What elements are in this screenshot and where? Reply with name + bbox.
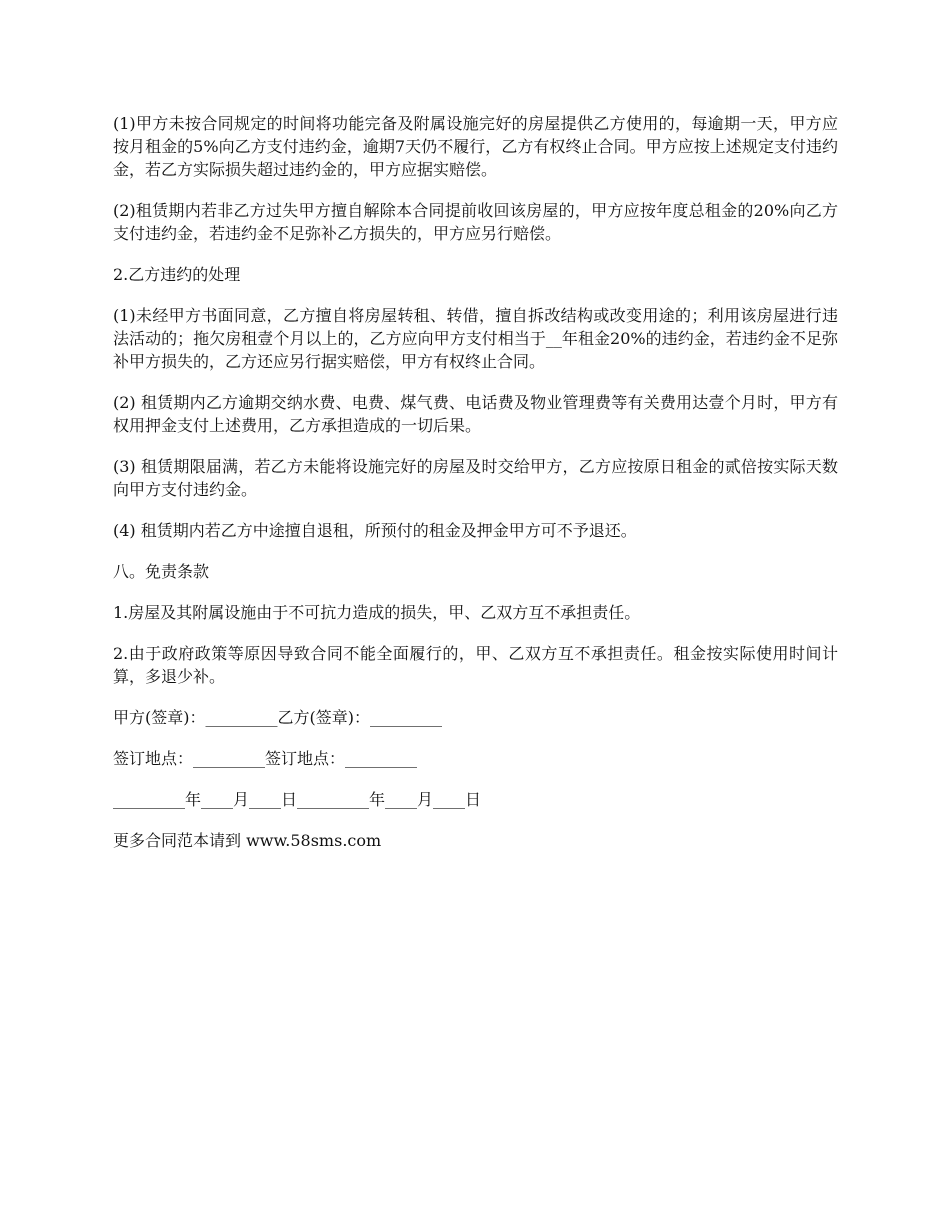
clause-landlord-late-delivery: (1)甲方未按合同规定的时间将功能完备及附属设施完好的房屋提供乙方使用的，每逾期一天，甲方应按月租金的5%向乙方支付违约金，逾期7天仍不履行，乙方有权终止合同。甲方应按上述规定支付违约金，若乙方实际损失超过违约金的，甲方应据实赔偿。: [113, 114, 838, 179]
signing-location-line: 签订地点：_________签订地点：_________: [113, 749, 418, 768]
clause-policy-change: 2.由于政府政策等原因导致合同不能全面履行的，甲、乙双方互不承担责任。租金按实际使用时间计算，多退少补。: [113, 644, 838, 686]
document-page: [113, 112, 838, 870]
signature-line: 甲方(签章)：_________乙方(签章)：_________: [113, 708, 442, 727]
footer-promo-link[interactable]: 更多合同范本请到 www.58sms.com: [113, 831, 382, 850]
section-heading-exemption: 八。免责条款: [113, 562, 210, 581]
clause-tenant-late-return: (3) 租赁期限届满，若乙方未能将设施完好的房屋及时交给甲方，乙方应按原日租金的贰倍按实际天数向甲方支付违约金。: [113, 457, 838, 499]
section-heading-tenant-breach: 2.乙方违约的处理: [113, 265, 241, 284]
date-line: _________年____月____日_________年____月____日: [113, 790, 482, 809]
clause-tenant-early-leave: (4) 租赁期内若乙方中途擅自退租，所预付的租金及押金甲方可不予退还。: [113, 521, 637, 540]
clause-landlord-early-termination: (2)租赁期内若非乙方过失甲方擅自解除本合同提前收回该房屋的，甲方应按年度总租金的20%向乙方支付违约金，若违约金不足弥补乙方损失的，甲方应另行赔偿。: [113, 201, 838, 243]
clause-tenant-late-fees: (2) 租赁期内乙方逾期交纳水费、电费、煤气费、电话费及物业管理费等有关费用达壹个月时，甲方有权用押金支付上述费用，乙方承担造成的一切后果。: [113, 393, 838, 435]
clause-force-majeure: 1.房屋及其附属设施由于不可抗力造成的损失，甲、乙双方互不承担责任。: [113, 603, 641, 622]
clause-tenant-sublet: (1)未经甲方书面同意，乙方擅自将房屋转租、转借，擅自拆改结构或改变用途的；利用该房屋进行违法活动的；拖欠房租壹个月以上的，乙方应向甲方支付相当于__年租金20%的违约金，若违约金不足弥补甲方损失的，乙方还应另行据实赔偿，甲方有权终止合同。: [113, 306, 838, 371]
